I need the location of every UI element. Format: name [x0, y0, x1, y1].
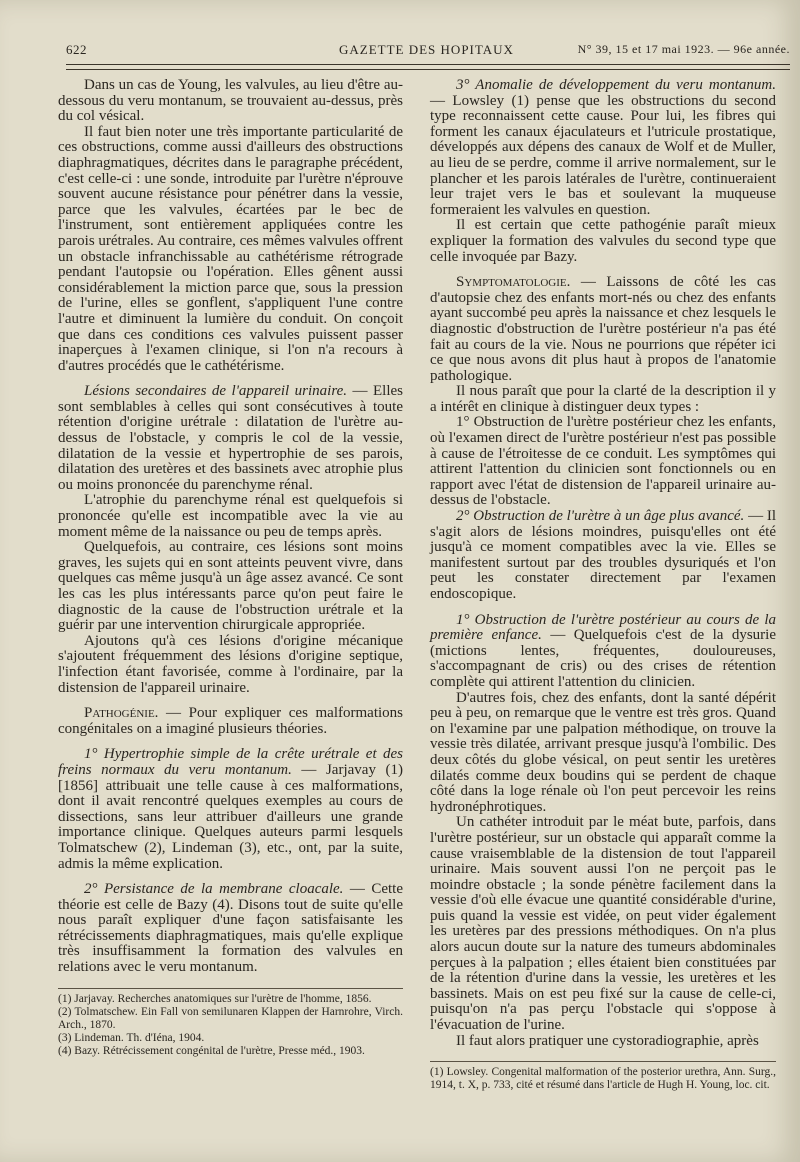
page-header	[66, 42, 790, 62]
right-column	[430, 78, 776, 1092]
paragraph: 3° Anomalie de développement du veru montanum. — Lowsley (1) pense que les obstructions du second type reconnaissent cette cause. Pour lui, les fibres qui forment les canaux éjaculateurs et l'utricule prostatique, développés aux dépens des canaux de Wolf et de Muller, au lieu de se perdre, comme il arrive normalement, sur le plancher et les parois latérales de l'urètre, continueraient leur trajet vers le bas et soulevant la muqueuse formeraient les valvules en question.	[430, 77, 776, 218]
subsection-heading: 2° Obstruction de l'urètre à un âge plus avancé.	[456, 508, 745, 525]
page-number: 622	[66, 42, 87, 57]
paragraph: Symptomatologie. — Laissons de côté les cas d'autopsie chez des enfants mort-nés ou chez des enfants ayant succombé peu après la naissance et chez lesquels le diagnostic d'obstruction de l'urètre postérieur n'a pas été fait au cours de la vie. Nous ne pourrions que répéter ici ce que nous avons dit plus haut à propos de l'anatomie pathologique.	[430, 274, 776, 384]
paragraph: Il faut alors pratiquer une cystoradiographie, après	[456, 1032, 759, 1049]
paragraph: Quelquefois, au contraire, ces lésions sont moins graves, les sujets qui en sont atteints peuvent vivre, dans quelques cas même jusqu'à un âge assez avancé. Ce sont les cas les plus intéressants parce qu'on peut faire le diagnostic de la cause de l'obstruction urétrale et la guérir par une intervention chirurgicale appropriée.	[58, 539, 403, 634]
footnote: (4) Bazy. Rétrécissement congénital de l'urètre, Presse méd., 1903.	[58, 1044, 365, 1057]
footnotes	[58, 988, 403, 1058]
section-heading: Symptomatologie.	[456, 274, 571, 291]
left-column	[58, 78, 403, 1058]
paragraph: Un cathéter introduit par le méat bute, parfois, dans l'urètre postérieur, sur un obstacle qui apparaît comme la cause vraisemblable de la distension de tout l'appareil urinaire. Mais souvent aussi l'on ne perçoit pas le moindre obstacle ; la sonde pénètre facilement dans la vessie d'où elle évacue une quantité considérable d'urine, puis quand la vessie est vidée, on peut vider également les uretères par des pressions méthodiques. On n'a plus alors aucun doute sur la nature des tumeurs abdominales perçues à la palpation ; elles étaient bien constituées par de la rétention d'urine dans la vessie, les uretères et les bassinets. Mais on est peu fixé sur la cause de celle-ci, puisqu'on n'a pas perçu l'obstacle qui s'oppose à l'évacuation de l'urine.	[430, 814, 776, 1034]
header-rule	[66, 64, 790, 70]
footnote: (1) Jarjavay. Recherches anatomiques sur l'urètre de l'homme, 1856.	[58, 992, 372, 1005]
paragraph: 2° Obstruction de l'urètre à un âge plus avancé. — Il s'agit alors de lésions moindres, puisqu'elles ont été jusqu'à ce moment compatibles avec la vie. Elles se manifestent surtout par des troubles dysuriqués et l'on peut les constater directement par l'examen endoscopique.	[430, 508, 777, 602]
paragraph: 1° Obstruction de l'urètre postérieur chez les enfants, où l'examen direct de l'urètre postérieur n'est pas possible à cause de l'étroitesse de ce conduit. Les symptômes qui attirent l'attention du clinicien sont fonctionnels ou en rapport avec l'état de distension de l'appareil urinaire au-dessus de l'obstacle.	[430, 414, 776, 509]
journal-title: GAZETTE DES HOPITAUX	[339, 42, 514, 57]
footnote: (3) Lindeman. Th. d'Iéna, 1904.	[58, 1031, 205, 1044]
paragraph: 1° Obstruction de l'urètre postérieur au cours de la première enfance. — Quelquefois c'est de la dysurie (mictions lentes, fréquentes, douloureuses, s'accompagnant de cris) ou des crises de rétention complète qui attirent l'attention du clinicien.	[430, 611, 776, 690]
footnote: (1) Lowsley. Congenital malformation of the posterior urethra, Ann. Surg., 1914, t. X, p. 733, cité et résumé dans l'article de Hugh H. Young, loc. cit.	[430, 1066, 776, 1092]
paragraph: Pathogénie. — Pour expliquer ces malformations congénitales on a imaginé plusieurs théories.	[58, 705, 403, 737]
subsection-heading: 1° Obstruction de l'urètre postérieur au cours de la première enfance.	[430, 611, 776, 644]
footnotes	[430, 1061, 776, 1092]
subsection-heading: 3° Anomalie de développement du veru montanum.	[456, 77, 776, 93]
subsection-heading: 2° Persistance de la membrane cloacale.	[84, 881, 344, 898]
paragraph: 2° Persistance de la membrane cloacale. — Cette théorie est celle de Bazy (4). Disons tout de suite qu'elle nous paraît expliquer d'une façon satisfaisante les rétrécissements diaphragmatiques, mais qu'elle explique très insuffisamment la formation des valvules en relations avec le veru montanum.	[58, 881, 403, 976]
footnote: (2) Tolmatschew. Ein Fall von semilunaren Klappen der Harnrohre, Virch. Arch., 1870.	[58, 1005, 403, 1031]
paragraph: Ajoutons qu'à ces lésions d'origine mécanique s'ajoutent fréquemment des lésions d'origine septique, l'infection étant favorisée, comme à l'ordinaire, par la distension de l'appareil urinaire.	[58, 632, 403, 696]
paragraph: Il est certain que cette pathogénie paraît mieux expliquer la formation des valvules du second type que celle invoquée par Bazy.	[430, 217, 776, 265]
paragraph: Lésions secondaires de l'appareil urinaire. — Elles sont semblables à celles qui sont consécutives à toute rétention d'origine urétrale : dilatation de l'urètre au-dessus de l'obstacle, y compris le col de la vessie, dilatation de la vessie et hypertrophie de ses parois, dilatation des uretères et des bassinets avec atrophie plus ou moins prononcée du parenchyme rénal.	[58, 383, 404, 493]
paragraph: Il nous paraît que pour la clarté de la description il y a intérêt en clinique à distinguer deux types :	[430, 383, 776, 415]
paragraph: 1° Hypertrophie simple de la crête urétrale et des freins normaux du veru montanum. — Jarjavay (1) [1856] attribuait une telle cause à ces malformations, dont il avait rencontré quelques exemples au cours de dissections, sans leur attribuer d'ailleurs une grande importance clinique. Quelques auteurs parmi lesquels Tolmatschew (2), Lindeman (3), etc., ont, par la suite, admis la même explication.	[58, 746, 403, 872]
paragraph: Dans un cas de Young, les valvules, au lieu d'être au-dessous du veru montanum, se trouvaient au-dessus, près du col vésical.	[58, 77, 403, 125]
section-heading: Lésions secondaires de l'appareil urinaire.	[84, 383, 348, 400]
paragraph: D'autres fois, chez des enfants, dont la santé dépérit peu à peu, on remarque que le ventre est très gros. Quand on l'examine par une palpation méthodique, on trouve la vessie très dilatée, arrivant presque jusqu'à l'ombilic. Des deux côtés du globe vésical, on peut sentir les uretères dilatés comme deux boudins qui se perdent de chaque côté dans la loge rénale où l'on peut percevoir les reins hydronéphrotiques.	[430, 689, 776, 815]
subsection-heading: 1° Hypertrophie simple de la crête urétrale et des freins normaux du veru montanum.	[58, 746, 403, 778]
paragraph: Il faut bien noter une très importante particularité de ces obstructions, comme aussi d'ailleurs des obstructions diaphragmatiques, décrites dans le paragraphe précédent, c'est celle-ci : une sonde, introduite par l'urètre n'éprouve souvent aucune résistance pour pénétrer dans la vessie, parce que les valvules, écartées par le bec de l'instrument, sont entièrement appliquées contre les parois urétrales. Au contraire, ces mêmes valvules offrent un obstacle infranchissable au cathétérisme rétrograde pendant l'autopsie ou l'opération. Elles gênent aussi considérablement la miction parce que, sous la pression de l'urine, elles se gonflent, s'appliquent l'une contre l'autre et diminuent la lumière du conduit. On conçoit que dans ces conditions ces valvules puissent passer inaperçues à l'examen clinique, si l'on n'a recours à d'autres procédés que le cathétérisme.	[58, 123, 404, 374]
issue-info: N° 39, 15 et 17 mai 1923. — 96e année.	[577, 42, 790, 56]
paragraph: L'atrophie du parenchyme rénal est quelquefois si prononcée qu'elle est incompatible avec la vie au moment même de la naissance ou peu de temps après.	[58, 492, 403, 540]
section-heading: Pathogénie.	[84, 705, 159, 722]
